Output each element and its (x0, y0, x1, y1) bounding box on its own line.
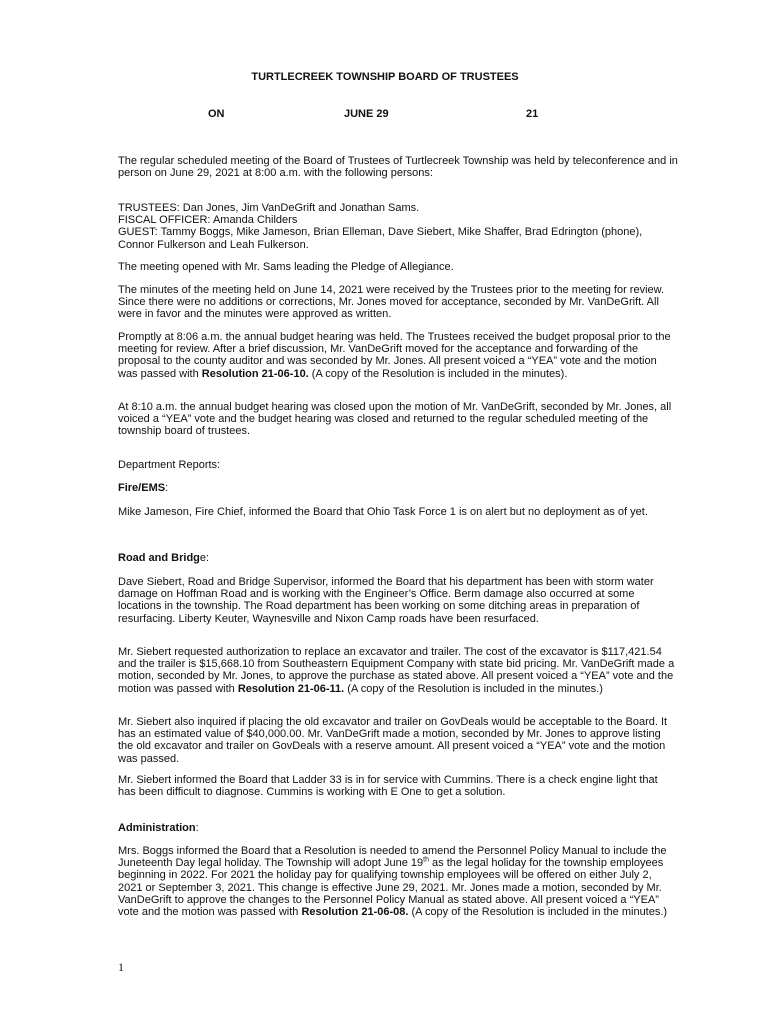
budget-hearing-text: Promptly at 8:06 a.m. the annual budget hearing was held. The Trustees received the budget proposal prior to the meeting for review. After a brief discussion, Mr. VanDeGrift moved for the acceptance and forwarding of the proposal to the county auditor and was seconded by Mr. Jones. All present voiced a “YEA” vote and the motion was passed with (118, 331, 671, 380)
fire-ems-paragraph: Mike Jameson, Fire Chief, informed the Board that Ohio Task Force 1 is on alert but no deployment as of yet. (118, 506, 648, 518)
fiscal-officer-line: FISCAL OFFICER: Amanda Childers (118, 214, 298, 227)
road-bridge-heading (118, 552, 678, 564)
resolution-21-06-11: Resolution 21-06-11. (237, 682, 345, 695)
dateline-on: ON (208, 108, 225, 120)
minutes-paragraph: The minutes of the meeting held on June 14, 2021 were received by the Trustees prior to the meeting for review. Since there were no additions or corrections, Mr. Jones moved for acceptance, seconded by Mr. VanDeGrift. All were in favor and the minutes were approved as written. (118, 284, 665, 321)
excavator-purchase-note: (A copy of the Resolution is included in the minutes.) (344, 682, 603, 695)
dateline-year: 21 (526, 108, 539, 120)
ordinal-suffix: th (423, 856, 429, 864)
attendees-block (118, 202, 678, 251)
fire-ems-heading (118, 482, 678, 494)
road-bridge-paragraph-1: Dave Siebert, Road and Bridge Supervisor, informed the Board that his department has been with storm water damage on Hoffman Road and is working with the Engineer’s Office. Berm damage also occurred at some locations in the township. The Road department has been working on some ditching areas in preparation of resurfacing. Liberty Keuter, Waynesville and Nixon Camp roads have been resurfaced. (118, 576, 654, 625)
budget-hearing-note: (A copy of the Resolution is included in the minutes). (308, 367, 568, 380)
resolution-21-06-10: Resolution 21-06-10. (201, 367, 309, 380)
budget-close-paragraph: At 8:10 a.m. the annual budget hearing was closed upon the motion of Mr. VanDeGrift, seconded by Mr. Jones, all voiced a “YEA” vote and the budget hearing was closed and returned to the regular scheduled meeting of the township board of trustees. (118, 401, 672, 438)
trustees-line: TRUSTEES: Dan Jones, Jim VanDeGrift and Jonathan Sams. (118, 202, 420, 214)
administration-colon: : (195, 822, 199, 834)
fire-ems-label: Fire/EMS (118, 482, 166, 494)
excavator-purchase-text: Mr. Siebert requested authorization to replace an excavator and trailer. The cost of the excavator is $117,421.54 and the trailer is $15,668.10 from Southeastern Equipment Company with state bid pricing. Mr. VanDeGrift made a motion, seconded by Mr. Jones, to approve the purchase as stated above. All present voiced a “YEA” vote and the motion was passed with (118, 646, 675, 695)
road-bridge-label-tail: e: (199, 552, 210, 564)
road-bridge-paragraph-3: Mr. Siebert also inquired if placing the old excavator and trailer on GovDeals would be acceptable to the Board. It has an estimated value of $40,000.00. Mr. VanDeGrift made a motion, seconded by Mr. Jones to approve listing the old excavator and trailer on GovDeals with a reserve amount. All present voiced a “YEA” vote and the motion was passed. (118, 716, 668, 765)
opening-paragraph: The meeting opened with Mr. Sams leading the Pledge of Allegiance. (118, 261, 454, 273)
guest-line: GUEST: Tammy Boggs, Mike Jameson, Brian Elleman, Dave Siebert, Mike Shaffer, Brad Edrington (phone), Connor Fulkerson and Leah Fulkerson. (118, 226, 643, 251)
administration-paragraph (118, 845, 678, 918)
page-number: 1 (118, 960, 124, 974)
juneteenth-note: (A copy of the Resolution is included in the minutes.) (408, 906, 668, 919)
dateline-month: JUNE 29 (344, 108, 389, 120)
administration-label: Administration (118, 822, 196, 834)
juneteenth-text-b: as the legal holiday for the township employees beginning in 2022. For 2021 the holiday pay for qualifying township employees will be offered on either July 2, 2021 or September 3, 2021. This change is effective June 29, 2021. Mr. Jones made a motion, seconded by Mr. VanDeGrift to approve the changes to the Personnel Policy Manual as stated above. All present voiced a “YEA” vote and the motion was passed with (118, 857, 664, 919)
road-bridge-label: Road and Bridg (118, 552, 200, 564)
road-bridge-paragraph-4: Mr. Siebert informed the Board that Ladder 33 is in for service with Cummins. There is a check engine light that has been difficult to diagnose. Cummins is working with E One to get a solution. (118, 774, 658, 799)
juneteenth-text-a: Mrs. Boggs informed the Board that a Resolution is needed to amend the Personnel Policy Manual to include the Juneteenth Day legal holiday. The Township will adopt June 19 (118, 845, 667, 870)
budget-hearing-paragraph (118, 331, 678, 380)
fire-ems-colon: : (165, 482, 169, 494)
department-reports-heading: Department Reports: (118, 459, 221, 471)
road-bridge-paragraph-2 (118, 646, 678, 695)
administration-heading (118, 822, 678, 834)
intro-paragraph: The regular scheduled meeting of the Board of Trustees of Turtlecreek Township was held by teleconference and in person on June 29, 2021 at 8:00 a.m. with the following persons: (118, 155, 678, 180)
document-title: TURTLECREEK TOWNSHIP BOARD OF TRUSTEES (251, 71, 519, 83)
resolution-21-06-08: Resolution 21-06-08. (301, 906, 409, 919)
